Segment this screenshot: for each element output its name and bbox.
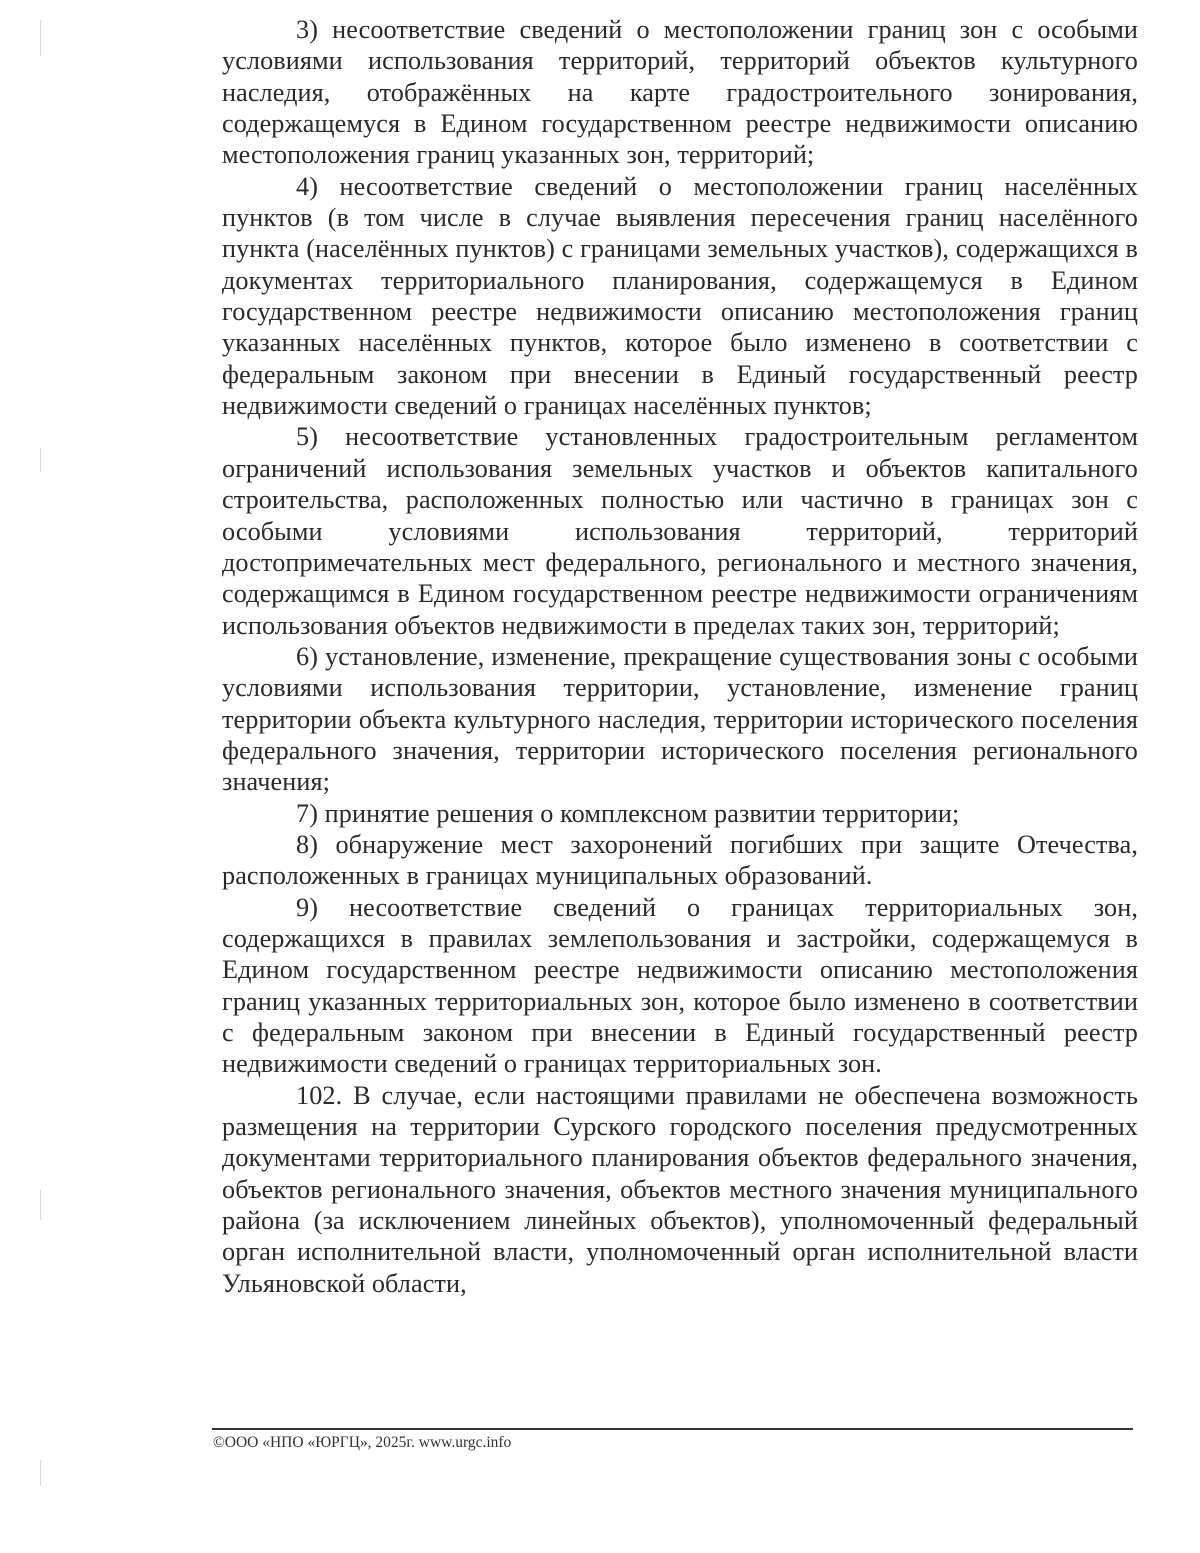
paragraph-item-8: 8) обнаружение мест захоронений погибших при защите Отечества, расположенных в границах муниципальных образований.	[222, 829, 1138, 891]
scan-edge-mark	[40, 1190, 41, 1220]
footer-divider	[212, 1428, 1133, 1430]
paragraph-clause-102: 102. В случае, если настоящими правилами не обеспечена возможность размещения на территории Сурского городского поселения предусмотренных документами территориального планирования объектов федерального значения, объектов регионального значения, объектов местного значения муниципального района (за исключением линейных объектов), уполномоченный федеральный орган исполнительной власти, уполномоченный орган исполнительной власти Ульяновской области,	[222, 1080, 1138, 1298]
scan-edge-mark	[40, 1460, 41, 1486]
scan-edge-mark	[40, 448, 41, 472]
document-body	[222, 14, 1138, 1299]
paragraph-item-5: 5) несоответствие установленных градостроительным регламентом ограничений использования земельных участков и объектов капитального строительства, расположенных полностью или частично в границах зон с особыми условиями использования территорий, территорий достопримечательных мест федерального, регионального и местного значения, содержащимся в Едином государственном реестре недвижимости ограничениям использования объектов недвижимости в пределах таких зон, территорий;	[222, 422, 1138, 640]
paragraph-item-6: 6) установление, изменение, прекращение существования зоны с особыми условиями использования территории, установление, изменение границ территории объекта культурного наследия, территории исторического поселения федерального значения, территории исторического поселения регионального значения;	[222, 641, 1138, 797]
paragraph-item-3: 3) несоответствие сведений о местоположении границ зон с особыми условиями использования территорий, территорий объектов культурного наследия, отображённых на карте градостроительного зонирования, содержащемуся в Едином государственном реестре недвижимости описанию местоположения границ указанных зон, территорий;	[222, 15, 1138, 170]
scan-edge-mark	[40, 20, 41, 56]
paragraph-item-4: 4) несоответствие сведений о местоположении границ населённых пунктов (в том числе в случае выявления пересечения границ населённого пункта (населённых пунктов) с границами земельных участков), содержащихся в документах территориального планирования, содержащемуся в Едином государственном реестре недвижимости описанию местоположения границ указанных населённых пунктов, которое было изменено в соответствии с федеральным законом при внесении в Единый государственный реестр недвижимости сведений о границах населённых пунктов;	[222, 171, 1138, 421]
footer-copyright: ©ООО «НПО «ЮРГЦ», 2025г. www.urgc.info	[213, 1434, 512, 1451]
paragraph-item-9: 9) несоответствие сведений о границах территориальных зон, содержащихся в правилах землепользования и застройки, содержащемуся в Едином государственном реестре недвижимости описанию местоположения границ указанных территориальных зон, которое было изменено в соответствии с федеральным законом при внесении в Единый государственный реестр недвижимости сведений о границах территориальных зон.	[222, 892, 1138, 1079]
paragraph-item-7: 7) принятие решения о комплексном развитии территории;	[296, 798, 960, 828]
